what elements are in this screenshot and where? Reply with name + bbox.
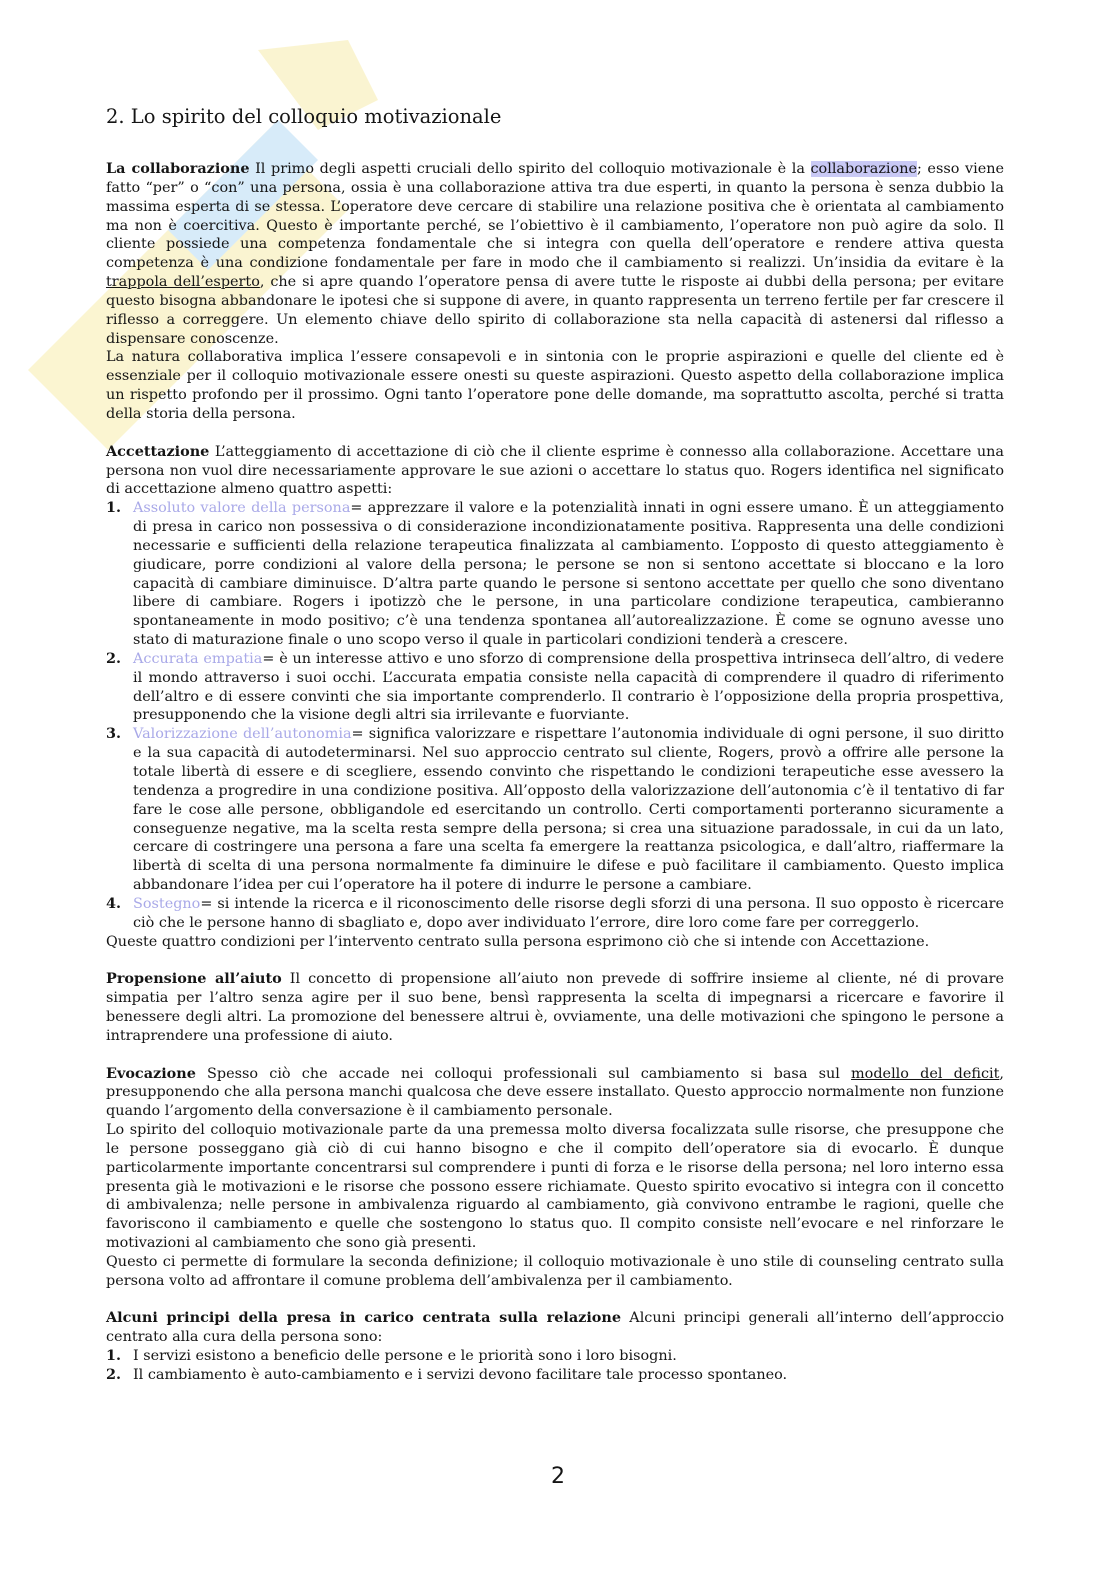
page-title: 2. Lo spirito del colloquio motivazionale: [106, 105, 502, 128]
expert-trap-term: trappola dell’esperto: [106, 274, 260, 291]
list-text: = apprezzare il valore e la potenzialità innati in ogni essere umano. È un atteggiamento di presa in carico non possessiva o di considerazione incondizionatamente positiva. Rappresenta una delle condizioni necessarie e sufficienti della relazione terapeutica finalizzata al cambiamento. L’opposto di questo atteggiamento è giudicare, porre condizioni al valore della persona; le persone se non si sentono accettate si bloccano e la loro capacità di cambiare diminuisce. D’altra parte quando le persone si sentono accettate per quello che sono diventano libere di cambiare. Rogers i ipotizzò che le persone, in una particolare condizione terapeutica, cambieranno spontaneamente in modo positivo; c’è una tendenza spontanea all’autorealizzazione. È come se ognuno avesse uno stato di maturazione finale o uno scopo verso il quale in particolari condizioni tenderà a crescere.: [133, 500, 1004, 649]
list-term: Sostegno: [133, 895, 201, 912]
evocation-label: Evocazione: [106, 1064, 196, 1082]
acceptance-list: [106, 499, 1004, 932]
collaboration-text-1: Il primo degli aspetti cruciali dello spirito del colloquio motivazionale è la: [249, 161, 811, 177]
list-item: [106, 895, 1004, 933]
evocation-paragraph-2: Lo spirito del colloquio motivazionale parte da una premessa molto diversa focalizzata sulle risorse, che presuppone che le persone posseggano già ciò di cui hanno bisogno e che il compito dell’operatore sia di evocarlo. È dunque particolarmente importante concentrarsi sul comprendere i punti di forza e le risorse della persona; nel loro interno essa presenta già le motivazioni e le risorse che possono essere richiamate. Questo spirito evocativo si integra con il concetto di ambivalenza; nelle persone in ambivalenza riguardo al cambiamento, già convivono entrambe le ragioni, quelle che favoriscono il cambiamento e quelle che sostengono lo status quo. Il compito consiste nell’evocare e nel rinforzare le motivazioni al cambiamento che sono già presenti.: [106, 1122, 1004, 1252]
list-text: = significa valorizzare e rispettare l’autonomia individuale di ogni persone, il suo diritto e la sua capacità di autodeterminarsi. Nel suo approccio centrato sul cliente, Rogers, provò a offrire alle persone la totale libertà di essere e di scegliere, essendo convinto che rispettando le condizioni terapeutiche esse avessero la tendenza a progredire in una condizione positiva. All’opposto della valorizzazione dell’autonomia c’è il tentativo di far fare le cose alle persone, obbligandole ed esercitando un controllo. Certi comportamenti porteranno sicuramente a conseguenze negative, ma la scelta resta sempre della persona; si crea una situazione paradossale, in cui da un lato, cercare di costringere una persona a fare una scelta fa emergere la reattanza psicologica, e dall’altro, riaffermare la libertà di scelta di una persona normalmente fa diminuire le difese e può facilitare il cambiamento. Questo implica abbandonare l’idea per cui l’operatore ha il potere di indurre le persone a cambiare.: [133, 726, 1004, 894]
list-number: 1.: [106, 1347, 122, 1365]
list-number: 1.: [106, 499, 122, 517]
document-page: [106, 104, 1004, 1385]
list-term: Valorizzazione dell’autonomia: [133, 726, 352, 743]
list-number: 3.: [106, 725, 122, 743]
evocation-text-1: Spesso ciò che accade nei colloqui professionali sul cambiamento si basa sul: [195, 1065, 852, 1082]
principles-text: Alcuni principi generali all’interno dell’approccio centrato alla cura della persona sono:: [106, 1310, 1004, 1346]
list-item: [106, 1366, 1004, 1385]
acceptance-closing: Queste quattro condizioni per l’intervento centrato sulla persona esprimono ciò che si intende con Accettazione.: [106, 933, 930, 950]
collaboration-text-2: ; esso viene fatto “per” o “con” una persona, ossia è una collaborazione attiva tra due esperti, in quanto la persona è senza dubbio la massima esperta di se stessa. L’operatore deve cercare di stabilire una relazione positiva che è orientata al cambiamento ma non è coercitiva. Questo è importante perché, se l’obiettivo è il cambiamento, l’operatore non può agire da solo. Il cliente possiede una competenza fondamentale che si integra con quella dell’operatore e rendere attiva questa competenza è una condizione fondamentale per fare in modo che il cambiamento si realizzi. Un’insidia da evitare è la: [106, 161, 1005, 272]
list-item: [106, 725, 1004, 895]
list-item: [106, 650, 1004, 725]
list-text: = si intende la ricerca e il riconoscimento delle risorse degli sforzi di una persona. Il suo opposto è ricercare ciò che le persone hanno di sbagliato e, dopo aver individuato l’errore, dire loro come fare per correggerlo.: [133, 895, 1004, 931]
propensity-text: Il concetto di propensione all’aiuto non prevede di soffrire insieme al cliente, né di provare simpatia per l’altro senza agire per il suo bene, bensì rappresenta la scelta di impegnarsi a ricercare e favorire il benessere degli altri. La promozione del benessere altrui è, ovviamente, una delle motivazioni che spingono le persone a intraprendere una professione di aiuto.: [106, 971, 1004, 1044]
collaboration-highlight: collaborazione: [810, 161, 917, 177]
acceptance-paragraph: [106, 443, 1004, 500]
list-number: 4.: [106, 894, 122, 912]
principles-paragraph: [106, 1309, 1004, 1347]
acceptance-label: Accettazione: [106, 442, 210, 460]
principles-list: [106, 1347, 1004, 1385]
list-text: Il cambiamento è auto-cambiamento e i servizi devono facilitare tale processo spontaneo.: [133, 1367, 788, 1383]
collaboration-text-3: , che si apre quando l’operatore pensa di avere tutte le risposte ai dubbi della persona; per evitare questo bisogna abbandonare le ipotesi che si suppone di avere, in quanto rappresenta un terreno fertile per far crescere il riflesso a correggere. Un elemento chiave dello spirito di collaborazione sta nella capacità di astenersi dal riflesso a dispensare conoscenze.: [106, 274, 1004, 347]
propensity-label: Propensione all’aiuto: [106, 970, 282, 988]
list-number: 2.: [106, 1366, 122, 1383]
principles-label: Alcuni principi della presa in carico centrata sulla relazione: [106, 1309, 622, 1327]
list-text: I servizi esistono a beneficio delle persone e le priorità sono i loro bisogni.: [133, 1348, 677, 1365]
list-item: [106, 1347, 1004, 1366]
collaboration-paragraph: [106, 160, 1004, 348]
list-item: [106, 499, 1004, 650]
list-text: = è un interesse attivo e uno sforzo di comprensione della prospettiva intrinseca dell’altro, di vedere il mondo attraverso i suoi occhi. L’accurata empatia consiste nella capacità di comprendere il quadro di riferimento dell’altro e di essere convinti che sia importante comprenderlo. Il contrario è l’opposizione della propria prospettiva, presupponendo che la visione degli altri sia irrilevante e fuorviante.: [133, 650, 1004, 724]
evocation-paragraph: [106, 1065, 1004, 1122]
evocation-text-2: , presupponendo che alla persona manchi qualcosa che deve essere installato. Questo approccio normalmente non funzione quando l’argomento della conversazione è il cambiamento personale.: [106, 1065, 1004, 1120]
collaboration-label: La collaborazione: [106, 160, 250, 177]
collaboration-paragraph-2: La natura collaborativa implica l’essere consapevoli e in sintonia con le proprie aspirazioni e quelle del cliente ed è essenziale per il colloquio motivazionale essere onesti su queste aspirazioni. Questo aspetto della collaborazione implica un rispetto profondo per il prossimo. Ogni tanto l’operatore pone delle domande, ma soprattutto ascolta, perché si tratta della storia della persona.: [106, 349, 1004, 422]
list-term: Assoluto valore della persona: [133, 500, 351, 517]
page-number: 2: [551, 1464, 565, 1489]
propensity-paragraph: [106, 970, 1004, 1045]
deficit-model-term: modello del deficit: [851, 1065, 1000, 1082]
list-term: Accurata empatia: [133, 650, 263, 667]
acceptance-text: L’atteggiamento di accettazione di ciò che il cliente esprime è connesso alla collaborazione. Accettare una persona non vuol dire necessariamente approvare le sue azioni o accettare lo status quo. Rogers identifica nel significato di accettazione almeno quattro aspetti:: [106, 443, 1004, 498]
evocation-paragraph-3: Questo ci permette di formulare la seconda definizione; il colloquio motivazionale è uno stile di counseling centrato sulla persona volto ad affrontare il comune problema dell’ambivalenza per il cambiamento.: [106, 1253, 1004, 1289]
list-number: 2.: [106, 649, 122, 667]
